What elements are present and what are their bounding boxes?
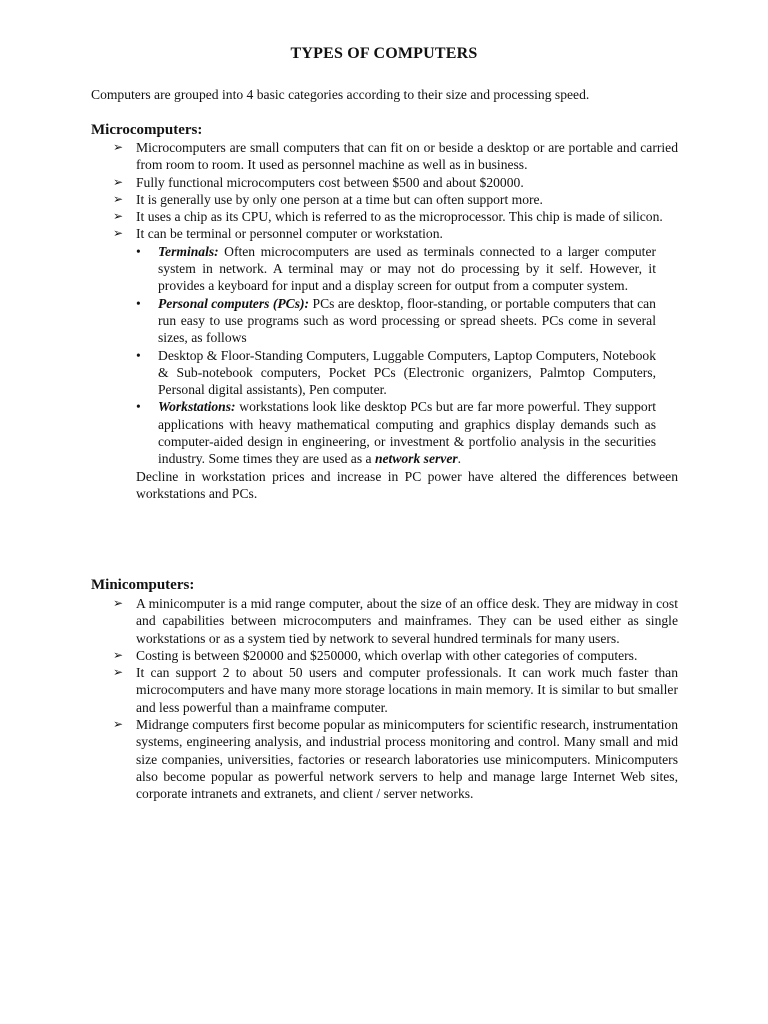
- arrow-bullet-icon: ➢: [113, 226, 124, 241]
- list-item-text: Microcomputers are small computers that can fit on or beside a desktop or are portable and carried from room to room. It used as personnel machine as well as in business.: [136, 140, 678, 173]
- workstations-text: workstations look like desktop PCs but are far more powerful. They support applications with heavy mathematical computing and graphics display demands such as computer-aided design in engineering, or investment & portfolio analysis in the securities industry. Some times they are used as a: [158, 399, 656, 467]
- list-item: [113, 208, 678, 225]
- arrow-bullet-icon: ➢: [113, 209, 124, 224]
- list-item: [113, 664, 678, 716]
- list-item: [136, 398, 656, 467]
- section-heading-minicomputers: Minicomputers:: [91, 577, 195, 593]
- list-item-text: A minicomputer is a mid range computer, about the size of an office desk. They are midway in cost and capabilities between microcomputers and mainframes. They can be used either as single workstations or as a system tied by network to several hundred terminals for many users.: [136, 596, 678, 646]
- arrow-bullet-icon: ➢: [113, 717, 124, 732]
- list-item: [113, 716, 678, 802]
- bullet-icon: •: [136, 243, 141, 259]
- list-item-text: It can support 2 to about 50 users and computer professionals. It can work much faster than microcomputers and have many more storage locations in main memory. It is similar to but smaller and less powerful than a mainframe computer.: [136, 665, 678, 715]
- list-item: [113, 595, 678, 647]
- arrow-bullet-icon: ➢: [113, 140, 124, 154]
- arrow-bullet-icon: ➢: [113, 596, 124, 610]
- list-item: [113, 174, 678, 191]
- sentence-period: .: [457, 451, 462, 467]
- workstations-label: Workstations:: [158, 399, 236, 415]
- bullet-icon: •: [136, 399, 141, 415]
- list-item-text: Costing is between $20000 and $250000, which overlap with other categories of computers.: [136, 647, 638, 663]
- pcs-text: PCs are desktop, floor-standing, or portable computers that can run easy to use programs such as word processing or spread sheets. PCs come in several sizes, as follows: [158, 295, 656, 346]
- list-item: [136, 243, 656, 295]
- minicomputers-list: [113, 595, 678, 803]
- terminals-label: Terminals:: [158, 243, 219, 259]
- list-item: [113, 191, 678, 208]
- list-item: [136, 347, 656, 399]
- arrow-bullet-icon: ➢: [113, 191, 124, 206]
- list-item-text: Fully functional microcomputers cost between $500 and about $20000.: [136, 174, 524, 190]
- list-item-text: It is generally use by only one person at a time but can often support more.: [136, 191, 543, 207]
- list-item-text: It uses a chip as its CPU, which is referred to as the microprocessor. This chip is made of silicon.: [136, 209, 663, 225]
- arrow-bullet-icon: ➢: [113, 174, 124, 189]
- list-item: [136, 295, 656, 347]
- intro-paragraph: Computers are grouped into 4 basic categories according to their size and processing speed.: [91, 87, 590, 102]
- terminals-text: Often microcomputers are used as terminals connected to a larger computer system in network. A terminal may or may not do processing by it self. However, it provides a keyboard for input and a display screen for output from a computer system.: [158, 243, 656, 294]
- list-item-text: Midrange computers first become popular as minicomputers for scientific research, instrumentation systems, engineering analysis, and industrial process monitoring and control. Many small and mid size companies, universities, factories or research laboratories use minicomputers. Minicomputers also become popular as powerful network servers to help and manage large Internet Web sites, corporate intranets and extranets, and client / server networks.: [136, 717, 678, 802]
- pcs-label: Personal computers (PCs):: [158, 295, 310, 311]
- section-heading-microcomputers: Microcomputers:: [91, 122, 203, 138]
- bullet-icon: •: [136, 295, 141, 311]
- microcomputer-types-list: [136, 243, 656, 468]
- bullet-icon: •: [136, 347, 141, 363]
- sub-list-container: [113, 243, 678, 468]
- list-item: [113, 139, 678, 174]
- closing-paragraph-container: [113, 468, 678, 503]
- arrow-bullet-icon: ➢: [113, 647, 124, 662]
- arrow-bullet-icon: ➢: [113, 665, 124, 680]
- network-server-emphasis: network server: [374, 451, 458, 467]
- closing-paragraph: Decline in workstation prices and increase in PC power have altered the differences between workstations and PCs.: [136, 468, 678, 501]
- page-title: TYPES OF COMPUTERS: [290, 45, 478, 62]
- list-item-text: It can be terminal or personnel computer or workstation.: [136, 226, 443, 242]
- microcomputers-list: [113, 139, 678, 502]
- pc-types-text: Desktop & Floor-Standing Computers, Luggable Computers, Laptop Computers, Notebook & Sub-notebook computers, Pocket PCs (Electronic organizers, Palmtop Computers, Personal digital assistants), Pen computer.: [158, 347, 656, 398]
- list-item: [113, 647, 678, 664]
- list-item: [113, 225, 678, 242]
